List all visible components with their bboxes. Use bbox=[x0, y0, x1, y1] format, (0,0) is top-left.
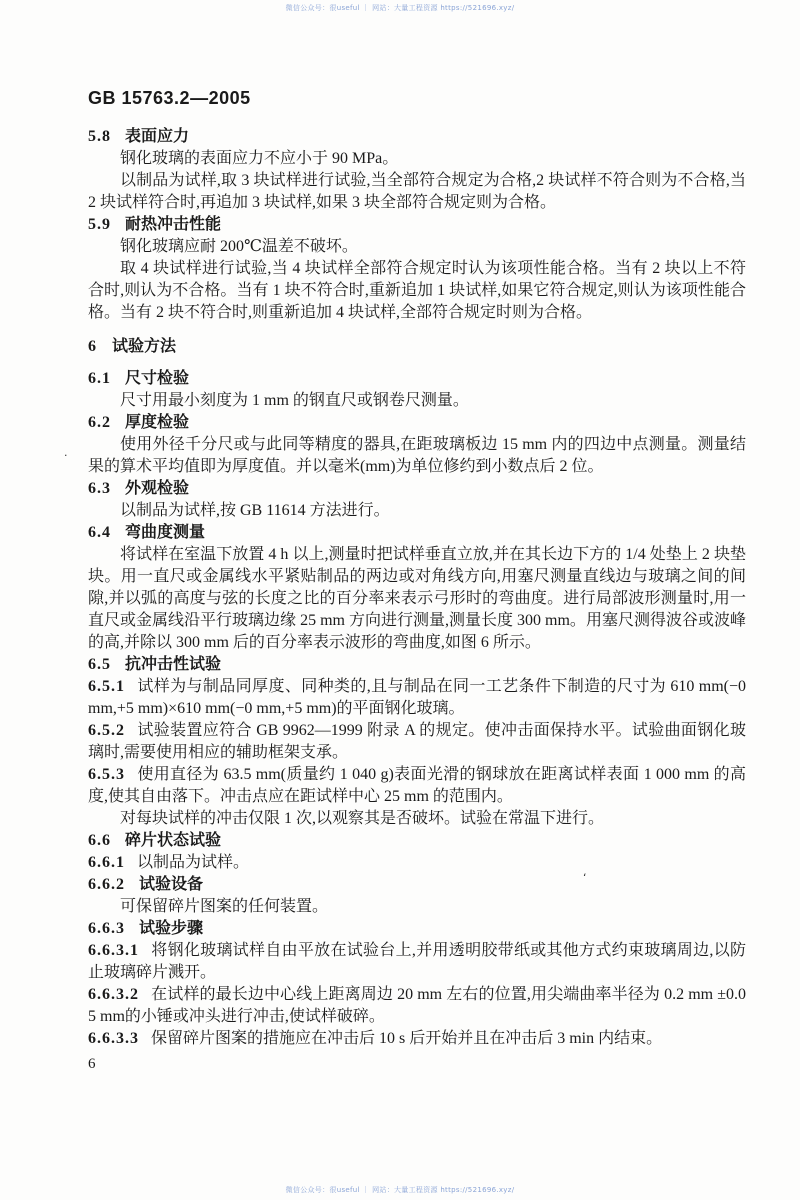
section-heading bbox=[88, 522, 746, 544]
clause-number: 6.4 bbox=[88, 524, 111, 541]
paragraph: 将试样在室温下放置 4 h 以上,测量时把试样垂直立放,并在其长边下方的 1/4 处垫上 2 块垫块。用一直尺或金属线水平紧贴制品的两边或对角线方向,用塞尺测量直线边与玻璃之间的间隙,并以弧的高度与弦的长度之比的百分率来表示弓形时的弯曲度。进行局部波形测量时,用一直尺或金属线沿平行玻璃边缘 25 mm 方向进行测量,测量长度 300 mm。用塞尺测得波谷或波峰的高,并除以 300 mm 后的百分率表示波形的弯曲度,如图 6 所示。 bbox=[88, 546, 746, 651]
heading-title: 试验步骤 bbox=[139, 920, 204, 937]
heading-title: 尺寸检验 bbox=[125, 370, 190, 387]
section-heading bbox=[88, 830, 746, 852]
clause-number: 6.6.3.2 bbox=[88, 986, 139, 1003]
clause-number: 6.5.3 bbox=[88, 766, 125, 783]
clause-number: 6.6.1 bbox=[88, 854, 125, 871]
heading-title: 试验方法 bbox=[112, 338, 177, 355]
paragraph: 钢化玻璃应耐 200℃温差不破坏。 bbox=[120, 238, 358, 255]
clause-number: 6.6.3.1 bbox=[88, 942, 139, 959]
clause-number: 6.5 bbox=[88, 656, 111, 673]
clause-text: 试样为与制品同厚度、同种类的,且与制品在同一工艺条件下制造的尺寸为 610 mm(−0 mm,+5 mm)×610 mm(−0 mm,+5 mm)的平面钢化玻璃。 bbox=[88, 678, 746, 717]
clause-number: 5.9 bbox=[88, 216, 111, 233]
document-body bbox=[88, 126, 746, 1075]
paragraph: 尺寸用最小刻度为 1 mm 的钢直尺或钢卷尺测量。 bbox=[120, 392, 469, 409]
section-heading bbox=[88, 214, 746, 236]
page-number: 6 bbox=[88, 1056, 96, 1072]
clause-paragraph bbox=[88, 984, 746, 1028]
heading-title: 厚度检验 bbox=[125, 414, 190, 431]
clause-number: 6.6.3 bbox=[88, 920, 125, 937]
paragraph: 取 4 块试样进行试验,当 4 块试样全部符合规定时认为该项性能合格。当有 2 块以上不符合时,则认为不合格。当有 1 块不符合时,重新追加 1 块试样,如果它符合规定,则认为该项性能合格。当有 2 块不符合时,则重新追加 4 块试样,全部符合规定时则为合格。 bbox=[88, 260, 746, 321]
clause-number: 5.8 bbox=[88, 128, 111, 145]
clause-paragraph bbox=[88, 676, 746, 720]
clause-number: 6.3 bbox=[88, 480, 111, 497]
heading-title: 弯曲度测量 bbox=[125, 524, 206, 541]
section-heading bbox=[88, 126, 746, 148]
clause-text: 试验装置应符合 GB 9962—1999 附录 A 的规定。使冲击面保持水平。试验曲面钢化玻璃时,需要使用相应的辅助框架支承。 bbox=[88, 722, 746, 761]
clause-paragraph bbox=[88, 940, 746, 984]
section-heading bbox=[88, 368, 746, 390]
heading-title: 表面应力 bbox=[125, 128, 190, 145]
clause-number: 6 bbox=[88, 338, 96, 355]
heading-title: 碎片状态试验 bbox=[125, 832, 222, 849]
heading-title: 耐热冲击性能 bbox=[125, 216, 222, 233]
clause-paragraph bbox=[88, 764, 746, 808]
watermark-bottom: 微信公众号：很useful ｜ 网站：大量工程资源 https://521696.xyz/ bbox=[285, 1186, 515, 1194]
clause-number: 6.6.3.3 bbox=[88, 1030, 139, 1047]
section-heading bbox=[88, 478, 746, 500]
clause-number: 6.2 bbox=[88, 414, 111, 431]
section-heading bbox=[88, 918, 746, 940]
clause-paragraph bbox=[88, 852, 746, 874]
clause-text: 保留碎片图案的措施应在冲击后 10 s 后开始并且在冲击后 3 min 内结束。 bbox=[151, 1030, 663, 1047]
paragraph: 以制品为试样,按 GB 11614 方法进行。 bbox=[120, 502, 390, 519]
paragraph: 以制品为试样,取 3 块试样进行试验,当全部符合规定为合格,2 块试样不符合则为不合格,当 2 块试样符合时,再追加 3 块试样,如果 3 块全部符合规定则为合格。 bbox=[88, 172, 746, 211]
paragraph: 可保留碎片图案的任何装置。 bbox=[120, 898, 329, 915]
chapter-heading bbox=[88, 336, 746, 358]
clause-text: 使用直径为 63.5 mm(质量约 1 040 g)表面光滑的钢球放在距离试样表面 1 000 mm 的高度,使其自由落下。冲击点应在距试样中心 25 mm 的范围内。 bbox=[88, 766, 746, 805]
clause-text: 在试样的最长边中心线上距离周边 20 mm 左右的位置,用尖端曲率半径为 0.2 mm ±0.05 mm的小锤或冲头进行冲击,使试样破碎。 bbox=[88, 986, 746, 1025]
clause-number: 6.1 bbox=[88, 370, 111, 387]
clause-text: 将钢化玻璃试样自由平放在试验台上,并用透明胶带纸或其他方式约束玻璃周边,以防止玻璃碎片溅开。 bbox=[88, 942, 746, 981]
clause-number: 6.6 bbox=[88, 832, 111, 849]
clause-number: 6.6.2 bbox=[88, 876, 125, 893]
clause-number: 6.5.2 bbox=[88, 722, 125, 739]
scan-artifact: ʻ bbox=[583, 871, 587, 884]
heading-title: 试验设备 bbox=[139, 876, 204, 893]
watermark-top: 微信公众号：很useful ｜ 网站：大量工程资源 https://521696.xyz/ bbox=[285, 4, 515, 12]
scan-artifact: · bbox=[64, 449, 68, 462]
heading-title: 外观检验 bbox=[125, 480, 190, 497]
standard-number: GB 15763.2—2005 bbox=[88, 88, 251, 108]
section-heading bbox=[88, 874, 746, 896]
paragraph: 使用外径千分尺或与此同等精度的器具,在距玻璃板边 15 mm 内的四边中点测量。测量结果的算术平均值即为厚度值。并以毫米(mm)为单位修约到小数点后 2 位。 bbox=[88, 436, 746, 475]
clause-text: 以制品为试样。 bbox=[137, 854, 250, 871]
heading-title: 抗冲击性试验 bbox=[125, 656, 222, 673]
clause-paragraph bbox=[88, 1028, 746, 1050]
paragraph: 对每块试样的冲击仅限 1 次,以观察其是否破坏。试验在常温下进行。 bbox=[120, 810, 605, 827]
section-heading bbox=[88, 654, 746, 676]
clause-paragraph bbox=[88, 720, 746, 764]
section-heading bbox=[88, 412, 746, 434]
clause-number: 6.5.1 bbox=[88, 678, 125, 695]
paragraph: 钢化玻璃的表面应力不应小于 90 MPa。 bbox=[120, 150, 399, 167]
